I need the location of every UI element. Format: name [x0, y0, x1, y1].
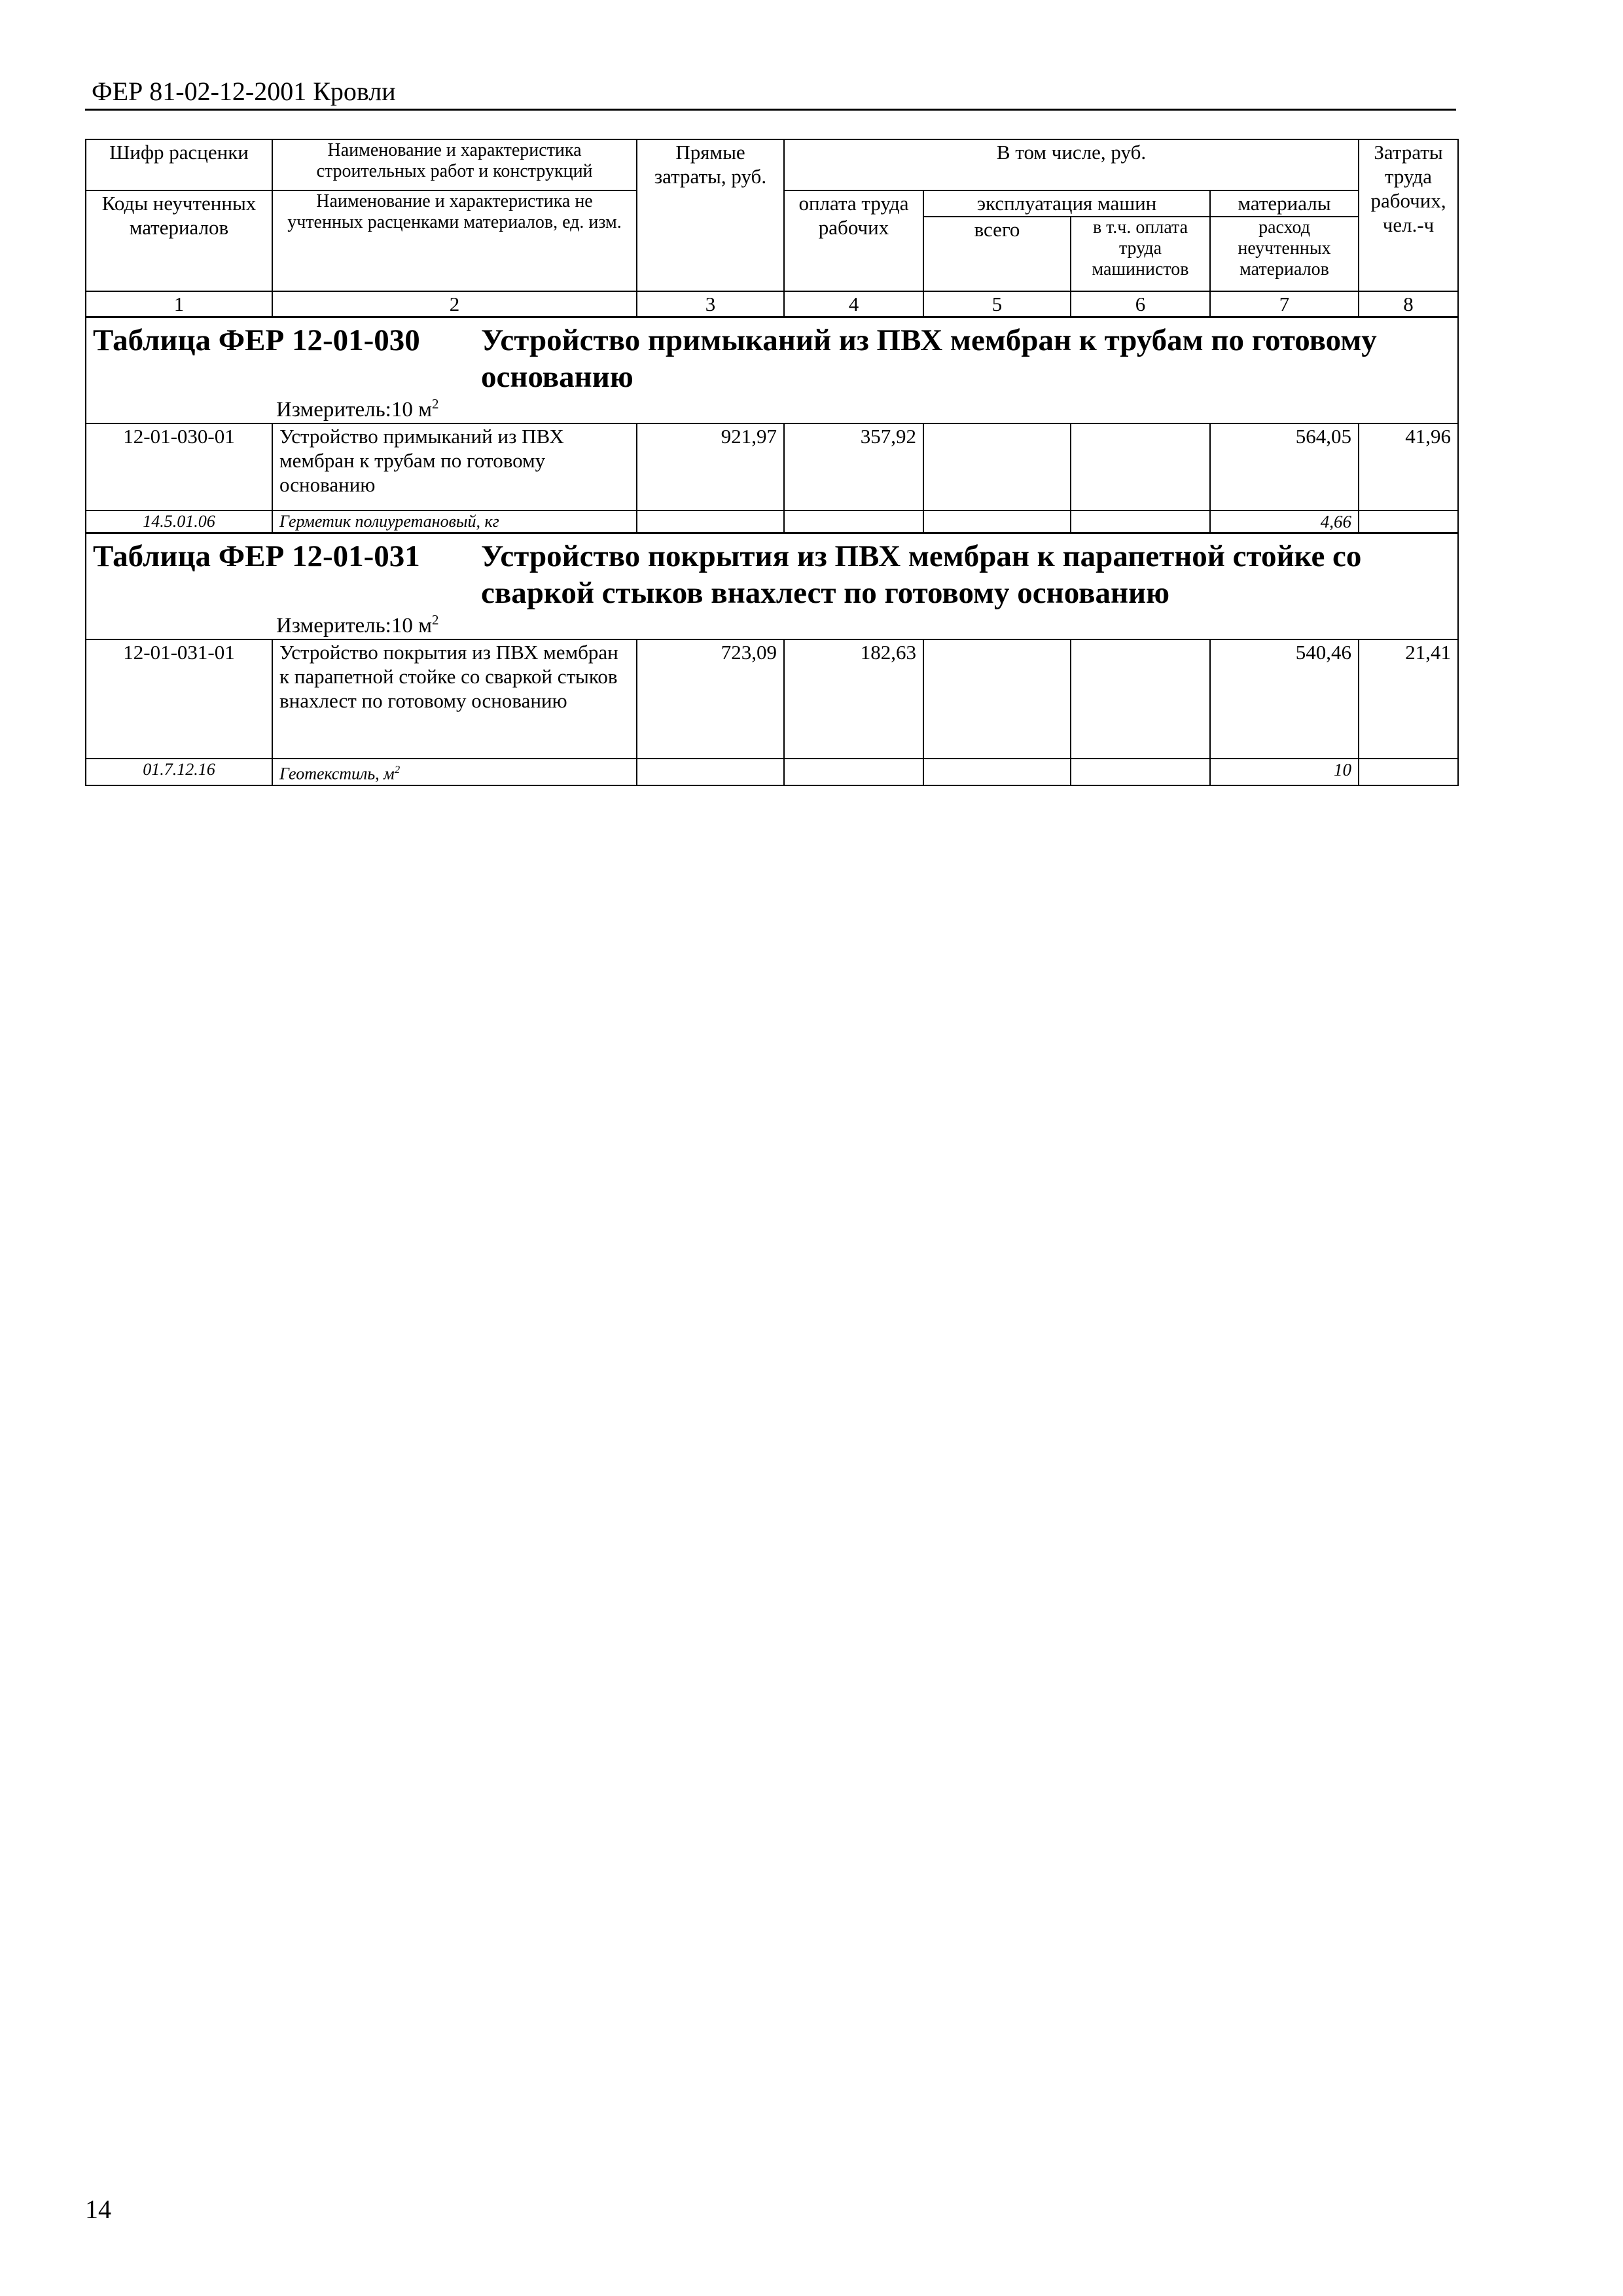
table-row — [86, 423, 1458, 511]
running-header: ФЕР 81-02-12-2001 Кровли — [92, 77, 396, 106]
measure-value: 10 м — [391, 614, 432, 637]
column-number: 7 — [1210, 291, 1359, 317]
measure-line — [93, 397, 1451, 423]
section-name: Устройство примыканий из ПВХ мембран к трубам по готовому основанию — [481, 323, 1377, 394]
measure-label: Измеритель: — [276, 614, 391, 637]
header-machinists-pay: в т.ч. оплата труда машинистов — [1071, 217, 1210, 291]
material-row — [86, 511, 1458, 533]
labor-pay: 182,63 — [784, 639, 923, 759]
direct-cost: 921,97 — [637, 423, 784, 511]
machines-total — [923, 639, 1071, 759]
section-header — [86, 317, 1458, 424]
section-header — [86, 533, 1458, 640]
header-materials: материалы — [1210, 190, 1359, 217]
machinists-pay — [1071, 639, 1210, 759]
header-direct-cost: Прямые затраты, руб. — [637, 139, 784, 291]
labor-hours: 21,41 — [1359, 639, 1458, 759]
header-material-codes: Коды неучтенных материалов — [86, 190, 272, 291]
measure-line — [93, 613, 1451, 639]
measure-value: 10 м — [391, 398, 432, 422]
page-number: 14 — [85, 2195, 111, 2224]
column-number: 3 — [637, 291, 784, 317]
rate-code: 12-01-030-01 — [86, 423, 272, 511]
header-material-name: Наименование и характеристика не учтенных расценками материалов, ед. изм. — [272, 190, 637, 291]
table-row — [86, 639, 1458, 759]
machinists-pay — [1071, 423, 1210, 511]
section-title-cell — [86, 317, 1458, 424]
material-unit-exponent: 2 — [394, 763, 401, 776]
labor-hours: 41,96 — [1359, 423, 1458, 511]
column-number: 1 — [86, 291, 272, 317]
section-title — [93, 538, 1451, 611]
labor-pay: 357,92 — [784, 423, 923, 511]
material-code: 14.5.01.06 — [86, 511, 272, 533]
column-number: 4 — [784, 291, 923, 317]
header-material-consumption: расход неучтенных материалов — [1210, 217, 1359, 291]
section-title — [93, 322, 1451, 395]
header-group-rub: В том числе, руб. — [784, 139, 1359, 190]
rates-table — [85, 139, 1459, 786]
material-row — [86, 759, 1458, 785]
machines-total — [923, 423, 1071, 511]
rate-name: Устройство примыканий из ПВХ мембран к трубам по готовому основанию — [272, 423, 637, 511]
column-number: 2 — [272, 291, 637, 317]
header-labor-hours: Затраты труда рабочих, чел.-ч — [1359, 139, 1458, 291]
header-machines-total: всего — [923, 217, 1071, 291]
header-machines: эксплуатация машин — [923, 190, 1210, 217]
materials-cost: 564,05 — [1210, 423, 1359, 511]
section-table-id: Таблица ФЕР 12-01-031 — [93, 539, 420, 573]
measure-exponent: 2 — [432, 396, 439, 412]
material-code: 01.7.12.16 — [86, 759, 272, 785]
material-name: Геотекстиль, $м^2$ — [272, 759, 637, 785]
header-code: Шифр расценки — [86, 139, 272, 190]
column-number: 6 — [1071, 291, 1210, 317]
measure-label: Измеритель: — [276, 398, 391, 422]
rate-name: Устройство покрытия из ПВХ мембран к парапетной стойке со сваркой стыков внахлест по готовому основанию — [272, 639, 637, 759]
header-labor-pay: оплата труда рабочих — [784, 190, 923, 291]
material-name: Герметик полиуретановый, кг — [272, 511, 637, 533]
column-number: 5 — [923, 291, 1071, 317]
material-consumption: 10 — [1210, 759, 1359, 785]
direct-cost: 723,09 — [637, 639, 784, 759]
materials-cost: 540,46 — [1210, 639, 1359, 759]
rate-code: 12-01-031-01 — [86, 639, 272, 759]
column-number: 8 — [1359, 291, 1458, 317]
material-consumption: 4,66 — [1210, 511, 1359, 533]
section-title-cell — [86, 533, 1458, 640]
section-name: Устройство покрытия из ПВХ мембран к парапетной стойке со сваркой стыков внахлест по готовому основанию — [481, 539, 1362, 610]
header-row-1 — [86, 139, 1458, 190]
measure-exponent: 2 — [432, 612, 439, 628]
column-number-row — [86, 291, 1458, 317]
header-rule — [85, 109, 1456, 111]
section-table-id: Таблица ФЕР 12-01-030 — [93, 323, 420, 357]
header-work-name: Наименование и характеристика строительных работ и конструкций — [272, 139, 637, 190]
